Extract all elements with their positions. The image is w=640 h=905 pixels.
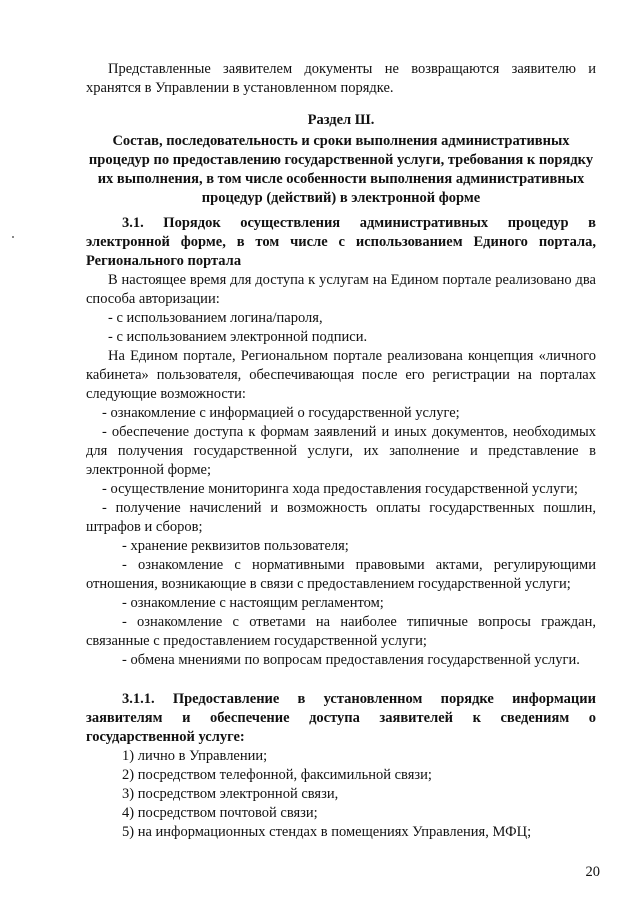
section-number: Раздел Ш.	[307, 112, 375, 128]
subsection-3-1	[86, 214, 596, 670]
list-item: 1) лично в Управлении;	[122, 748, 268, 764]
info-channels-list	[86, 747, 596, 842]
list-item: 2) посредством телефонной, факсимильной связи;	[122, 767, 432, 783]
intro-paragraph	[86, 60, 596, 98]
cabinet-item: - ознакомление с настоящим регламентом;	[122, 595, 384, 611]
page-number: 20	[585, 864, 600, 880]
cabinet-item: - обмена мнениями по вопросам предоставления государственной услуги.	[122, 652, 580, 668]
subsection-3-1-1-heading: 3.1.1. Предоставление в установленном порядке информации заявителям и обеспечение доступа заявителей к сведениям о государственной услуге:	[86, 691, 596, 745]
section-title: Состав, последовательность и сроки выполнения административных процедур по предоставлению государственной услуги, требования к порядку их выполнения, в том числе особенности выполнения административных процедур (действий) в электронной форме	[88, 133, 594, 206]
scan-mark	[12, 236, 14, 238]
auth-option-2: - с использованием электронной подписи.	[108, 329, 368, 345]
cabinet-item: - получение начислений и возможность оплаты государственных пошлин, штрафов и сборов;	[86, 500, 596, 535]
list-item: 5) на информационных стендах в помещениях Управления, МФЦ;	[122, 824, 532, 840]
cabinet-item: - ознакомление с нормативными правовыми актами, регулирующими отношения, возникающие в связи с предоставлением государственной услуги;	[86, 557, 596, 592]
auth-intro: В настоящее время для доступа к услугам на Едином портале реализовано два способа авторизации:	[86, 272, 596, 307]
cabinet-item: - осуществление мониторинга хода предоставления государственной услуги;	[102, 481, 578, 497]
auth-option-1: - с использованием логина/пароля,	[108, 310, 323, 326]
cabinet-item: - хранение реквизитов пользователя;	[122, 538, 349, 554]
cabinet-item: - обеспечение доступа к формам заявлений и иных документов, необходимых для получения государственной услуги, их заполнение и представление в электронной форме;	[86, 424, 596, 478]
cabinet-intro: На Едином портале, Региональном портале реализована концепция «личного кабинета» пользователя, обеспечивающая после его регистрации на порталах следующие возможности:	[86, 348, 596, 402]
cabinet-item: - ознакомление с ответами на наиболее типичные вопросы граждан, связанные с предоставлением государственной услуги;	[86, 614, 596, 649]
list-item: 4) посредством почтовой связи;	[122, 805, 318, 821]
subsection-3-1-1	[86, 690, 596, 842]
intro-text: Представленные заявителем документы не возвращаются заявителю и хранятся в Управлении в установленном порядке.	[86, 61, 596, 96]
list-item: 3) посредством электронной связи,	[122, 786, 339, 802]
section-heading	[86, 111, 596, 208]
cabinet-item: - ознакомление с информацией о государственной услуге;	[102, 405, 460, 421]
subsection-3-1-heading: 3.1. Порядок осуществления административных процедур в электронной форме, в том числе с использованием Единого портала, Регионального портала	[86, 215, 596, 269]
